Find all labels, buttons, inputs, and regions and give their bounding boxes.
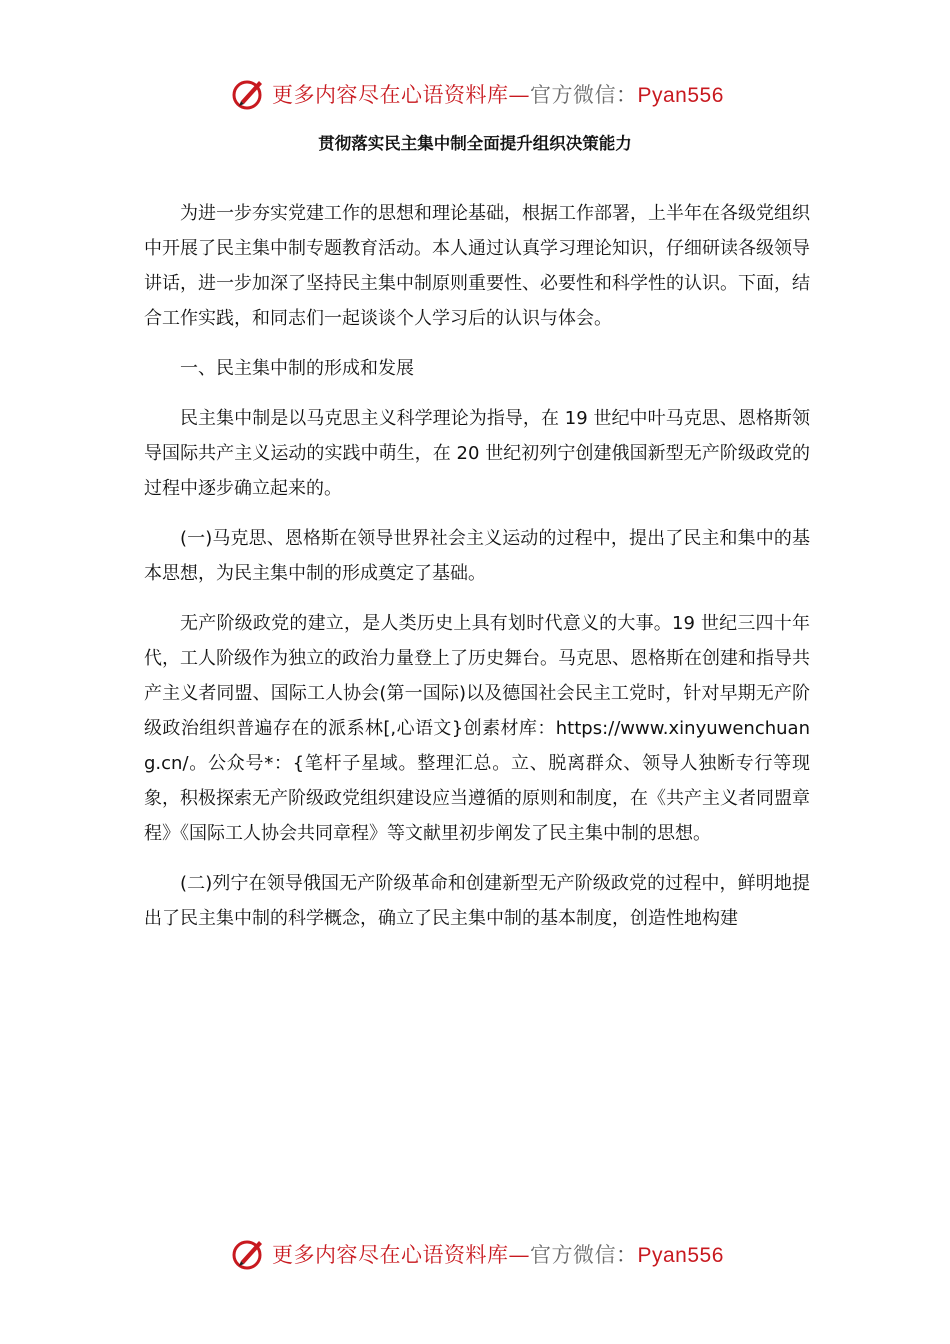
banner-text: 更多内容尽在心语资料库—官方微信：Pyan556 [272, 83, 724, 107]
document-title: 贯彻落实民主集中制全面提升组织决策能力 [318, 134, 632, 153]
banner-text: 更多内容尽在心语资料库—官方微信：Pyan556 [272, 1243, 724, 1267]
pen-logo-icon [232, 77, 266, 111]
footer-banner [0, 1234, 950, 1274]
subsection-2-heading: (二)列宁在领导俄国无产阶级革命和创建新型无产阶级政党的过程中，鲜明地提出了民主集中制的科学概念，确立了民主集中制的基本制度，创造性地构建 [144, 873, 810, 929]
header-banner [0, 74, 950, 114]
section-1-paragraph: 民主集中制是以马克思主义科学理论为指导，在 19 世纪中叶马克思、恩格斯领导国际共产主义运动的实践中萌生，在 20 世纪初列宁创建俄国新型无产阶级政党的过程中逐步确立起来的。 [144, 408, 810, 499]
wechat-id: Pyan556 [637, 84, 724, 107]
section-1-heading: 一、民主集中制的形成和发展 [180, 358, 414, 379]
subsection-1-heading: (一)马克思、恩格斯在领导世界社会主义运动的过程中，提出了民主和集中的基本思想，为民主集中制的形成奠定了基础。 [144, 528, 810, 584]
intro-paragraph: 为进一步夯实党建工作的思想和理论基础，根据工作部署，上半年在各级党组织中开展了民主集中制专题教育活动。本人通过认真学习理论知识，仔细研读各级领导讲话，进一步加深了坚持民主集中制原则重要性、必要性和科学性的认识。下面，结合工作实践，和同志们一起谈谈个人学习后的认识与体会。 [144, 203, 810, 329]
subsection-1-paragraph: 无产阶级政党的建立，是人类历史上具有划时代意义的大事。19 世纪三四十年代，工人阶级作为独立的政治力量登上了历史舞台。马克思、恩格斯在创建和指导共产主义者同盟、国际工人协会(第一国际)以及德国社会民主工党时，针对早期无产阶级政治组织普遍存在的派系林[,心语文}创素材库：https://www.xinyuwenchuang.cn/。公众号*：{笔杆子星域。整理汇总。立、脱离群众、领导人独断专行等现象，积极探索无产阶级政党组织建设应当遵循的原则和制度，在《共产主义者同盟章程》《国际工人协会共同章程》等文献里初步阐发了民主集中制的思想。 [144, 613, 810, 844]
pen-logo-icon [232, 1237, 266, 1271]
wechat-id: Pyan556 [637, 1244, 724, 1267]
document-body [144, 196, 810, 951]
